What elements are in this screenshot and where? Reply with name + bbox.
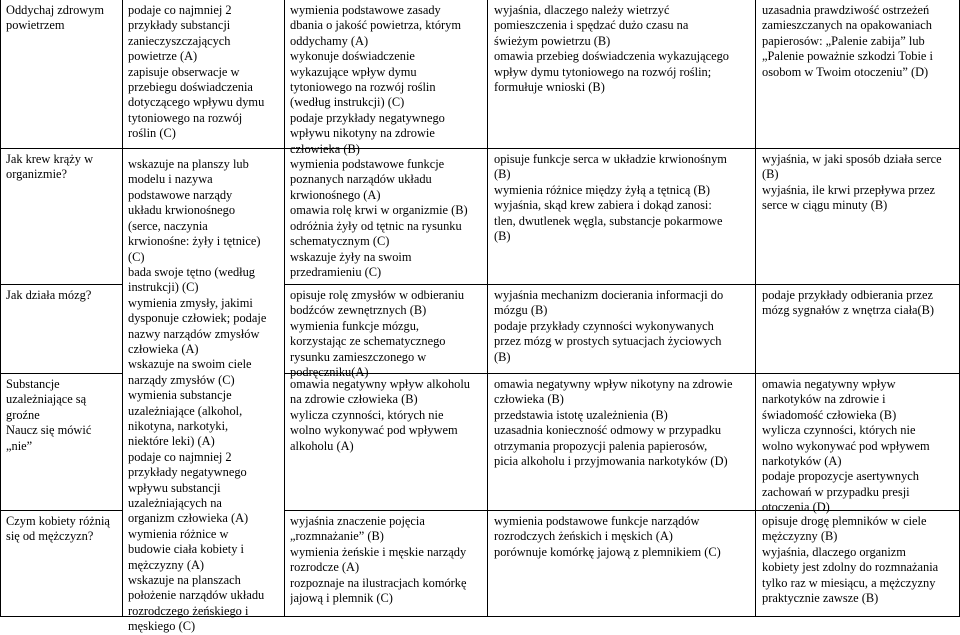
requirement-line: rysunku zamieszczonego w <box>290 349 427 364</box>
requirement-line: omawia przebieg doświadczenia wykazującego <box>494 49 729 64</box>
requirement-line: (według instrukcji) (C) <box>290 95 405 110</box>
topic-cell <box>6 3 120 34</box>
good-requirements-cell <box>494 3 753 95</box>
table-border <box>0 0 1 617</box>
good-requirements-cell <box>494 152 753 244</box>
requirement-line: roślin (C) <box>128 126 176 141</box>
requirement-line: wymienia różnice w <box>128 526 229 541</box>
topic-label: Oddychaj zdrowym powietrzem <box>6 3 105 33</box>
requirement-line: wyjaśnia, dlaczego organizm <box>762 544 906 559</box>
requirement-line: wyjaśnia, w jaki sposób działa serce <box>762 152 942 166</box>
topic-label: Jak krew krąży w organizmie? <box>6 152 94 182</box>
requirement-line: organizm człowieka (A) <box>128 511 249 526</box>
requirement-line: przedstawia istotę uzależnienia (B) <box>494 407 668 422</box>
requirement-line: położenie narządów układu <box>128 588 265 603</box>
requirement-line: uzasadnia prawdziwość ostrzeżeń <box>762 3 930 17</box>
requirement-line: przykłady negatywnego <box>128 465 247 480</box>
topic-label: Czym kobiety różnią się od mężczyzn? <box>6 514 110 544</box>
requirement-line: dotyczącego wpływu dymu <box>128 95 265 110</box>
requirement-line: podaje przykłady czynności wykonywanych <box>494 318 714 333</box>
requirement-line: wymienia żeńskie i męskie narządy <box>290 544 467 559</box>
requirement-line: krwionośnego (A) <box>290 187 381 202</box>
topic-cell <box>6 152 120 183</box>
topic-label: Substancje uzależniające są groźne <box>6 377 87 422</box>
requirement-line: mózg sygnałów z wnętrza ciała(B) <box>762 303 935 318</box>
table-border <box>284 0 285 617</box>
topic-label: Naucz się mówić „nie” <box>6 423 92 453</box>
requirement-line: nikotyna, narkotyki, <box>128 418 229 433</box>
requirement-line: układu krwionośnego <box>128 203 236 218</box>
requirement-line: bodźców zewnętrznych (B) <box>290 303 427 318</box>
requirement-line: pomieszczenia i spędzać dużo czasu na <box>494 18 689 33</box>
requirement-line: opisuje drogę plemników w ciele <box>762 514 927 528</box>
requirement-line: powietrze (A) <box>128 49 198 64</box>
requirement-line: dysponuje człowiek; podaje <box>128 311 267 326</box>
requirement-line: wylicza czynności, których nie <box>290 407 444 422</box>
requirement-line: podaje co najmniej 2 <box>128 449 232 464</box>
requirement-line: wymienia podstawowe funkcje narządów <box>494 514 700 528</box>
requirement-line: instrukcji) (C) <box>128 280 199 295</box>
requirement-line: odróżnia żyły od tętnic na rysunku <box>290 218 462 233</box>
requirement-line: (serce, naczynia <box>128 218 208 233</box>
requirement-line: zanieczyszczających <box>128 33 231 48</box>
requirement-line: wyjaśnia, dlaczego należy wietrzyć <box>494 3 670 17</box>
requirement-line: tylko raz w miesiącu, a mężczyzny <box>762 575 936 590</box>
requirement-line: (B) <box>762 167 779 182</box>
requirement-line: wykonuje doświadczenie <box>290 49 415 64</box>
sufficient-requirements-cell <box>290 377 485 454</box>
requirement-line: rozrodcze (A) <box>290 560 360 575</box>
very-good-requirements-cell <box>762 514 957 606</box>
requirement-line: człowieka (A) <box>128 341 199 356</box>
requirement-line: (B) <box>494 229 511 244</box>
good-requirements-cell <box>494 377 753 469</box>
requirement-line: niektóre leki) (A) <box>128 434 215 449</box>
very-good-requirements-cell <box>762 377 957 516</box>
requirement-line: dbania o jakość powietrza, którym <box>290 18 462 33</box>
topic-label: Jak działa mózg? <box>6 288 92 302</box>
requirement-line: wymienia podstawowe funkcje <box>290 157 445 172</box>
requirement-line: wskazuje na planszy lub <box>128 157 249 172</box>
requirement-line: wpływu substancji <box>128 480 221 495</box>
requirement-line: „Palenie poważnie szkodzi Tobie i <box>762 49 933 64</box>
table-border <box>0 373 123 374</box>
requirement-line: omawia rolę krwi w organizmie (B) <box>290 203 468 218</box>
requirement-line: wylicza czynności, których nie <box>762 423 916 438</box>
requirement-line: omawia negatywny wpływ nikotyny na zdrowie <box>494 377 733 391</box>
good-requirements-cell <box>494 288 753 365</box>
requirement-line: przebiegu doświadczenia <box>128 80 253 95</box>
requirement-line: świadomość człowieka (B) <box>762 407 897 422</box>
table-border <box>0 284 123 285</box>
requirement-line: podaje propozycje asertywnych <box>762 469 919 484</box>
requirement-line: wolno wykonywać pod wpływem <box>762 438 930 453</box>
requirement-line: oddychamy (A) <box>290 33 369 48</box>
table-border <box>0 148 123 149</box>
table-border <box>122 0 123 617</box>
requirement-line: podstawowe narządy <box>128 187 233 202</box>
table-border <box>284 284 960 285</box>
very-good-requirements-cell <box>762 288 957 319</box>
requirement-line: mężczyzny (B) <box>762 529 838 544</box>
requirement-line: alkoholu (A) <box>290 438 354 453</box>
requirement-line: osobom w Twoim otoczeniu” (D) <box>762 64 929 79</box>
requirement-line: nazwy narządów zmysłów <box>128 326 260 341</box>
requirement-line: poznanych narządów układu <box>290 172 432 187</box>
requirement-line: (B) <box>494 349 511 364</box>
very-good-requirements-cell <box>762 152 957 214</box>
requirement-line: bada swoje tętno (według <box>128 264 255 279</box>
requirement-line: praktycznie zawsze (B) <box>762 591 879 606</box>
requirement-line: wyjaśnia znaczenie pojęcia <box>290 514 425 528</box>
requirement-line: rozpoznaje na ilustracjach komórkę <box>290 575 467 590</box>
requirement-line: wskazuje żyły na swoim <box>290 249 412 264</box>
requirement-line: wymienia substancje <box>128 388 232 403</box>
topic-cell <box>6 288 120 303</box>
requirement-line: kobiety jest zdolny do rozmnażania <box>762 560 939 575</box>
table-border <box>0 510 123 511</box>
requirement-line: zachowań w przypadku presji <box>762 484 910 499</box>
requirement-line: podaje przykłady negatywnego <box>290 110 445 125</box>
requirement-line: podaje przykłady odbierania przez <box>762 288 933 302</box>
requirement-line: przykłady substancji <box>128 18 231 33</box>
requirement-line: wpływu nikotyny na zdrowie <box>290 126 435 141</box>
requirement-line: podaje co najmniej 2 <box>128 3 232 17</box>
requirement-line: wymienia podstawowe zasady <box>290 3 441 17</box>
requirement-line: picia alkoholu i przyjmowania narkotyków (D) <box>494 454 728 469</box>
requirement-line: wskazuje na swoim ciele <box>128 357 252 372</box>
requirement-line: uzależniające (alkohol, <box>128 403 243 418</box>
requirement-line: rozrodczego żeńskiego i <box>128 603 249 618</box>
requirement-line: rozrodczych żeńskich i męskich (A) <box>494 529 673 544</box>
very-good-requirements-cell <box>762 3 957 80</box>
requirement-line: uzasadnia konieczność odmowy w przypadku <box>494 423 722 438</box>
requirement-line: budowie ciała kobiety i <box>128 542 244 557</box>
requirement-line: otrzymania propozycji palenia papierosów, <box>494 438 708 453</box>
requirement-line: „rozmnażanie” (B) <box>290 529 384 544</box>
requirement-line: zapisuje obserwacje w <box>128 64 240 79</box>
basic-requirements-column <box>128 3 282 635</box>
good-requirements-cell <box>494 514 753 560</box>
requirement-line: wykazujące wpływ dymu <box>290 64 417 79</box>
requirement-line: korzystając ze schematycznego <box>290 334 446 349</box>
requirement-line: narkotyków (A) <box>762 454 842 469</box>
requirement-line: wolno wykonywać pod wpływem <box>290 423 458 438</box>
requirement-line: męskiego (C) <box>128 619 196 634</box>
requirement-line: formułuje wnioski (B) <box>494 80 605 95</box>
table-border <box>487 0 488 617</box>
requirement-line: tlen, dwutlenek węgla, substancje pokarmowe <box>494 213 723 228</box>
requirement-line: wymienia zmysły, jakimi <box>128 295 253 310</box>
requirement-line: (C) <box>128 249 145 264</box>
requirement-line: zamieszczanych na opakowaniach <box>762 18 932 33</box>
requirement-line: serce w ciągu minuty (B) <box>762 198 888 213</box>
requirement-line: uzależniających na <box>128 496 222 510</box>
sufficient-requirements-cell <box>290 288 485 380</box>
requirement-line: narkotyków na zdrowie i <box>762 392 886 407</box>
requirement-line: człowieka (B) <box>494 392 564 407</box>
requirement-line: porównuje komórkę jajową z plemnikiem (C) <box>494 544 721 559</box>
requirement-line: jajową i plemnik (C) <box>290 591 393 606</box>
requirement-line <box>128 142 282 157</box>
requirement-line: krwionośne: żyły i tętnice) <box>128 234 261 249</box>
requirement-line: otoczenia (D) <box>762 500 830 515</box>
requirement-line: opisuje rolę zmysłów w odbieraniu <box>290 288 465 302</box>
requirement-line: człowieka (B) <box>290 141 360 156</box>
requirement-line: wymienia funkcje mózgu, <box>290 318 420 333</box>
requirement-line: wyjaśnia, skąd krew zabiera i dokąd zanosi: <box>494 198 712 213</box>
requirement-line: opisuje funkcje serca w układzie krwionośnym <box>494 152 727 166</box>
topic-cell <box>6 514 120 545</box>
requirement-line: schematycznym (C) <box>290 234 390 249</box>
requirement-line: podręczniku(A) <box>290 365 369 380</box>
requirement-line: przedramieniu (C) <box>290 264 382 279</box>
requirement-line: modelu i nazywa <box>128 172 213 187</box>
requirement-line: przez mózg w prostych sytuacjach życiowych <box>494 334 722 349</box>
requirement-line: omawia negatywny wpływ alkoholu <box>290 377 470 391</box>
requirement-line: wymienia różnice między żyłą a tętnicą (B) <box>494 182 711 197</box>
requirement-line: wyjaśnia, ile krwi przepływa przez <box>762 182 936 197</box>
requirement-line: na zdrowie człowieka (B) <box>290 392 418 407</box>
requirement-line: tytoniowego na rozwój <box>128 110 243 125</box>
table-border <box>755 0 756 617</box>
requirement-line: wpływ dymu tytoniowego na rozwój roślin; <box>494 64 712 79</box>
requirement-line: (B) <box>494 167 511 182</box>
requirement-line: tytoniowego na rozwój roślin <box>290 80 436 95</box>
topic-cell <box>6 377 120 454</box>
requirement-line: papierosów: „Palenie zabija” lub <box>762 33 925 48</box>
requirement-line: narządy zmysłów (C) <box>128 372 235 387</box>
sufficient-requirements-cell <box>290 514 485 606</box>
requirement-line: świeżym powietrzu (B) <box>494 33 611 48</box>
sufficient-requirements-cell <box>290 3 485 280</box>
requirement-line: omawia negatywny wpływ <box>762 377 896 391</box>
requirement-line: wskazuje na planszach <box>128 573 241 588</box>
requirement-line: wyjaśnia mechanizm docierania informacji do <box>494 288 724 302</box>
requirement-line: mózgu (B) <box>494 303 548 318</box>
requirement-line: mężczyzny (A) <box>128 557 205 572</box>
